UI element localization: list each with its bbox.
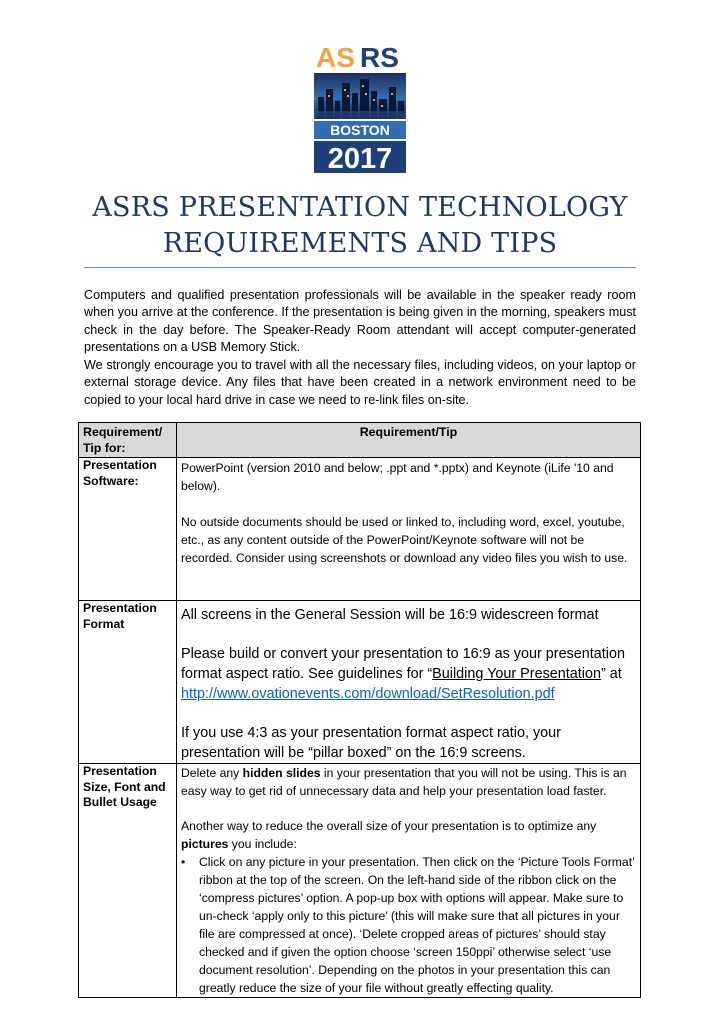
format-p2-mid: ” at — [601, 666, 622, 682]
set-resolution-link[interactable]: http://www.ovationevents.com/download/SetResolution.pdf — [181, 686, 555, 702]
intro-paragraph-1: Computers and qualified presentation professionals will be available in the speaker ready room when you arrive at the conference. If the presentation is being given in the morning, speakers must check in the day before. The Speaker-Ready Room attendant will accept computer-generated presentations on a USB Memory Stick. — [84, 288, 636, 355]
bullet-icon: • — [181, 855, 186, 869]
intro-paragraph-2: We strongly encourage you to travel with all the necessary files, including videos, on your laptop or external storage device. Any files that have been created in a network environment need to be copied to your local hard drive in case we need to re-link files on-site. — [84, 358, 636, 407]
size-p2-pre: Another way to reduce the overall size of your presentation is to optimize any — [181, 819, 597, 833]
table-header-row — [79, 423, 641, 458]
size-p1-post: in your presentation that you will not be using. This is an easy way to get rid of unnecessary data and help your presentation load faster. — [181, 766, 627, 798]
row-label-size: Presentation Size, Font and Bullet Usage — [79, 764, 177, 998]
size-p2-bold: pictures — [181, 837, 229, 851]
format-paragraph-2 — [181, 644, 636, 704]
table-row-software — [79, 458, 641, 601]
row-content-size — [177, 764, 641, 998]
header-requirement-for: Requirement/ Tip for: — [79, 423, 177, 458]
logo-org-text-rs: RS — [360, 42, 399, 73]
format-paragraph-1: All screens in the General Session will be 16:9 widescreen format — [181, 607, 599, 623]
row-content-software — [177, 458, 641, 601]
table-row-size — [79, 764, 641, 998]
logo-city-text: BOSTON — [330, 122, 390, 138]
size-paragraph-2 — [181, 817, 636, 853]
list-item — [181, 853, 636, 997]
title-line-2: REQUIREMENTS AND TIPS — [162, 228, 558, 259]
asrs-boston-2017-logo — [312, 41, 408, 173]
format-p2-text: Please build or convert your presentation to 16:9 as your presentation format aspect ratio. See guidelines for “ — [181, 646, 625, 682]
format-paragraph-3: If you use 4:3 as your presentation format aspect ratio, your presentation will be “pillar boxed” on the 16:9 screens. — [181, 725, 561, 761]
table-row-format — [79, 601, 641, 764]
title-divider — [84, 267, 636, 268]
size-paragraph-1 — [181, 764, 636, 800]
header-requirement-tip: Requirement/Tip — [177, 423, 641, 458]
bullet-text: Click on any picture in your presentation. Then click on the ‘Picture Tools Format’ ribbon at the top of the screen. On the left-hand side of the ribbon click on the ‘compress pictures’ option. A pop-up box with options will appear. Make sure to un-check ‘apply only to this picture’ (this will make sure that all pictures in your file are compressed at once). ‘Delete cropped areas of pictures’ should stay checked and if given the option choose ‘screen 150ppi’ otherwise select ‘use document resolution’. Depending on the photos in your presentation this can greatly reduce the size of your file without greatly effecting quality. — [199, 855, 635, 995]
logo-year-text: 2017 — [327, 143, 393, 173]
requirements-table — [78, 422, 641, 998]
size-p1-pre: Delete any — [181, 766, 243, 780]
building-presentation-link-text: Building Your Presentation — [432, 666, 601, 682]
row-label-software: Presentation Software: — [79, 458, 177, 601]
title-line-1: ASRS PRESENTATION TECHNOLOGY — [92, 192, 628, 223]
logo-org-text: AS — [316, 42, 355, 73]
size-p2-post: you include: — [228, 837, 297, 851]
logo-graphic — [312, 41, 408, 173]
size-p1-bold: hidden slides — [242, 766, 321, 780]
document-title — [80, 190, 640, 262]
row-content-format — [177, 601, 641, 764]
row-label-format: Presentation Format — [79, 601, 177, 764]
software-paragraph-2: No outside documents should be used or linked to, including word, excel, youtube, etc., as any content outside of the PowerPoint/Keynote software will not be recorded. Consider using screenshots or download any video files you wish to use. — [181, 515, 628, 565]
software-paragraph-1: PowerPoint (version 2010 and below; .ppt and *.pptx) and Keynote (iLife '10 and below). — [181, 461, 614, 493]
